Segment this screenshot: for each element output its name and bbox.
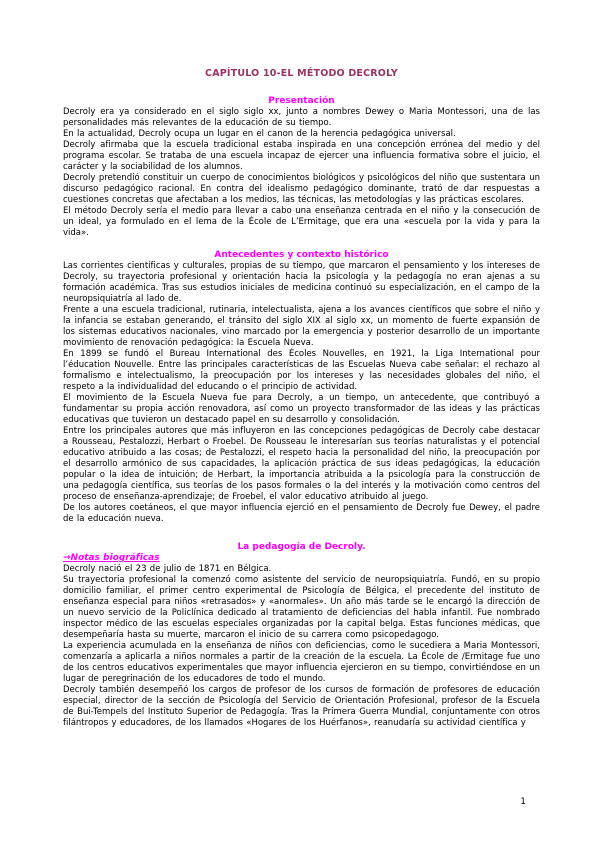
- paragraph: Decroly afirmaba que la escuela tradicional estaba inspirada en una concepción errónea del medio y del programa escolar. Se trataba de una escuela incapaz de ejercer una influencia formativa sobre el juicio, el carácter y la sociabilidad de los alumnos.: [63, 140, 540, 172]
- section-heading-antecedentes: Antecedentes y contexto histórico: [214, 250, 389, 260]
- paragraph: En 1899 se fundó el Bureau International des Écoles Nouvelles, en 1921, la Liga International pour l’éducation Nouvelle. Entre las principales características de las Escuelas Nueva cabe señalar: el rechazo al formalismo e intelectualismo, la preocupación por los intereses y las necesidades globales del niño, el respeto a la individualidad del educando o el principio de actividad.: [63, 349, 540, 392]
- paragraph: El método Decroly sería el medio para llevar a cabo una enseñanza centrada en el niño y la consecución de un ideal, ya formulado en el lema de la École de L’Ermitage, que era una «escuela por la vida y para la vida».: [63, 206, 540, 238]
- section-heading-presentacion: Presentación: [268, 96, 335, 106]
- paragraph: Decroly nació el 23 de julio de 1871 en Bélgica.: [63, 564, 272, 574]
- paragraph: Su trayectoria profesional la comenzó como asistente del servicio de neuropsiquiatría. Fundó, en su propio domicilio familiar, el primer centro experimental de Psicología de Bélgica, el precedente del instituto de enseñanza especial para niños «retrasados» y «anormales». Un año más tarde se le encargó la dirección de un nuevo servicio de la Policlínica dedicado al tratamiento de deficiencias del habla infantil. Fue nombrado inspector médico de las escuelas especiales organizadas por la capital belga. Estas funciones médicas, que desempeñaría hasta su muerte, marcaron el inicio de su carrera como psicopedagogo.: [63, 575, 540, 640]
- paragraph: En la actualidad, Decroly ocupa un lugar en el canon de la herencia pedagógica universal.: [63, 129, 456, 139]
- paragraph: Entre los principales autores que más influyeron en las concepciones pedagógicas de Decroly cabe destacar a Rousseau, Pestalozzi, Herbart o Froebel. De Rousseau le interesarían sus teorías naturalistas y el potencial educativo atribuido a las cosas; de Pestalozzi, el respeto hacia la personalidad del niño, la preocupación por el desarrollo armónico de sus capacidades, la aplicación práctica de sus ideas pedagógicas, la educación popular o la idea de intuición; de Herbart, la importancia atribuida a la psicología para la construcción de una pedagogía científica, sus teorías de los pasos formales o la del interés y la motivación como centros del proceso de enseñanza-aprendizaje; de Froebel, el valor educativo atribuido al juego.: [63, 426, 540, 502]
- paragraph: Decroly también desempeñó los cargos de profesor de los cursos de formación de profesores de educación especial, director de la sección de Psicología del Servicio de Orientación Profesional, profesor de la Escuela de Bui-Tempels del Instituto Superior de Pedagogía. Tras la Primera Guerra Mundial, conjuntamente con otros filántropos y educadores, de los llamados «Hogares de los Huérfanos», reanudaría su actividad científica y: [63, 685, 540, 728]
- paragraph: La experiencia acumulada en la enseñanza de niños con deficiencias, como le sucediera a Maria Montessori, comenzaría a aplicarla a niños normales a partir de la creación de la escuela. La École de /Ermitage fue uno de los centros educativos experimentales que mayor influencia ejercieron en su tiempo, convirtiéndose en un lugar de peregrinación de los educadores de todo el mundo.: [63, 641, 540, 684]
- paragraph: El movimiento de la Escuela Nueva fue para Decroly, a un tiempo, un antecedente, que contribuyó a fundamentar su propia acción renovadora, así como un proyecto transformador de las ideas y las prácticas educativas que tuvieron un destacado papel en su desarrollo y consolidación.: [63, 393, 540, 425]
- paragraph: Frente a una escuela tradicional, rutinaria, intelectualista, ajena a los avances científicos que sobre el niño y la infancia se estaban generando, el tránsito del siglo XIX al siglo xx, un momento de fuerte expansión de los sistemas educativos nacionales, vino marcado por la emergencia y posterior desarrollo de un importante movimiento de renovación pedagógica: la Escuela Nueva.: [63, 305, 540, 348]
- paragraph: Decroly era ya considerado en el siglo siglo xx, junto a nombres Dewey o Maria Montessori, una de las personalidades más relevantes de la educación de su tiempo.: [63, 107, 540, 128]
- sub-heading-notas-biograficas: →Notas biográficas: [63, 553, 160, 563]
- section-heading-pedagogia: La pedagogía de Decroly.: [237, 542, 366, 552]
- paragraph: Las corrientes científicas y culturales, propias de su tiempo, que marcaron el pensamiento y los intereses de Decroly, su trayectoria profesional y orientación hacia la psicología y la pedagogía no eran ajenas a su formación académica. Tras sus estudios iniciales de medicina continuó su especialización, en el campo de la neuropsiquiatría al lado de.: [63, 261, 540, 304]
- page-number: 1: [520, 797, 526, 807]
- paragraph: Decroly pretendió constituir un cuerpo de conocimientos biológicos y psicológicos del niño que sustentara un discurso pedagógico racional. En contra del idealismo pedagógico dominante, trató de dar respuestas a cuestiones concretas que afectaban a los medios, las técnicas, las metodologías y las prácticas escolares.: [63, 173, 540, 205]
- paragraph: De los autores coetáneos, el que mayor influencia ejerció en el pensamiento de Decroly fue Dewey, el padre de la educación nueva.: [63, 503, 540, 524]
- page-title: CAPÍTULO 10-EL MÉTODO DECROLY: [205, 68, 398, 79]
